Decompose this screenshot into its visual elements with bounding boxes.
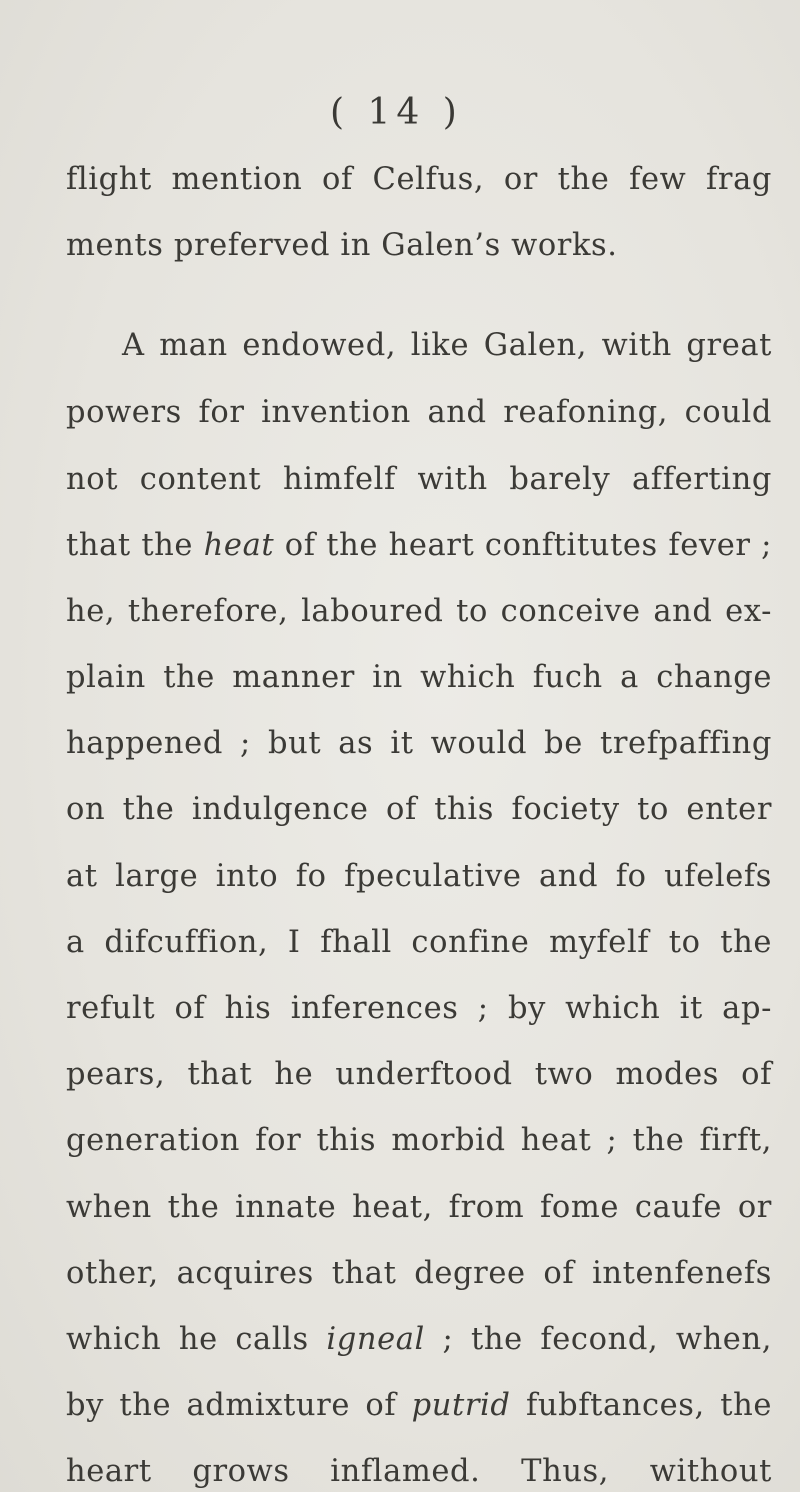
text-line-3: A man endowed, like Galen, with great — [122, 328, 772, 363]
text-line-11: at large into fo fpeculative and fo ufelefs — [66, 859, 772, 894]
text-line-20: heart grows inflamed. Thus, without — [66, 1454, 772, 1489]
text-line-9: happened ; but as it would be trefpaffing — [66, 726, 772, 761]
text-line-18-pre: which he calls — [66, 1322, 327, 1357]
text-line-14: pears, that he underftood two modes of — [66, 1057, 772, 1092]
text-line-7: he, therefore, laboured to conceive and ex- — [66, 594, 772, 629]
text-line-1: flight mention of Celfus, or the few frag — [66, 162, 772, 197]
text-line-8: plain the manner in which fuch a change — [66, 660, 772, 695]
page-number: ( 14 ) — [330, 92, 463, 133]
text-line-19-post: fubftances, the — [510, 1388, 772, 1423]
text-line-4: powers for invention and reafoning, could — [66, 395, 772, 430]
text-line-13: refult of his inferences ; by which it ap- — [66, 991, 772, 1026]
text-line-6-italic: heat — [203, 528, 275, 563]
text-line-10: on the indulgence of this fociety to enter — [66, 792, 772, 827]
text-line-19 — [66, 1386, 772, 1426]
text-line-6-post: of the heart conftitutes fever ; — [274, 528, 772, 563]
text-line-18-post: ; the fecond, when, — [424, 1322, 772, 1357]
text-line-6-pre: that the — [66, 528, 204, 563]
text-line-18 — [66, 1320, 772, 1360]
text-line-5: not content himfelf with barely afferting — [66, 462, 772, 497]
text-line-2: ments preferved in Galen’s works. — [66, 228, 618, 263]
text-line-16: when the innate heat, from fome caufe or — [66, 1190, 772, 1225]
text-line-12: a difcuffion, I fhall confine myfelf to the — [66, 925, 772, 960]
text-line-18-italic: igneal — [326, 1322, 425, 1357]
text-line-6 — [66, 526, 772, 566]
text-line-19-pre: by the admixture of — [66, 1388, 412, 1423]
text-line-15: generation for this morbid heat ; the firft, — [66, 1123, 772, 1158]
text-line-19-italic: putrid — [411, 1388, 511, 1423]
text-line-17: other, acquires that degree of intenfenefs — [66, 1256, 772, 1291]
